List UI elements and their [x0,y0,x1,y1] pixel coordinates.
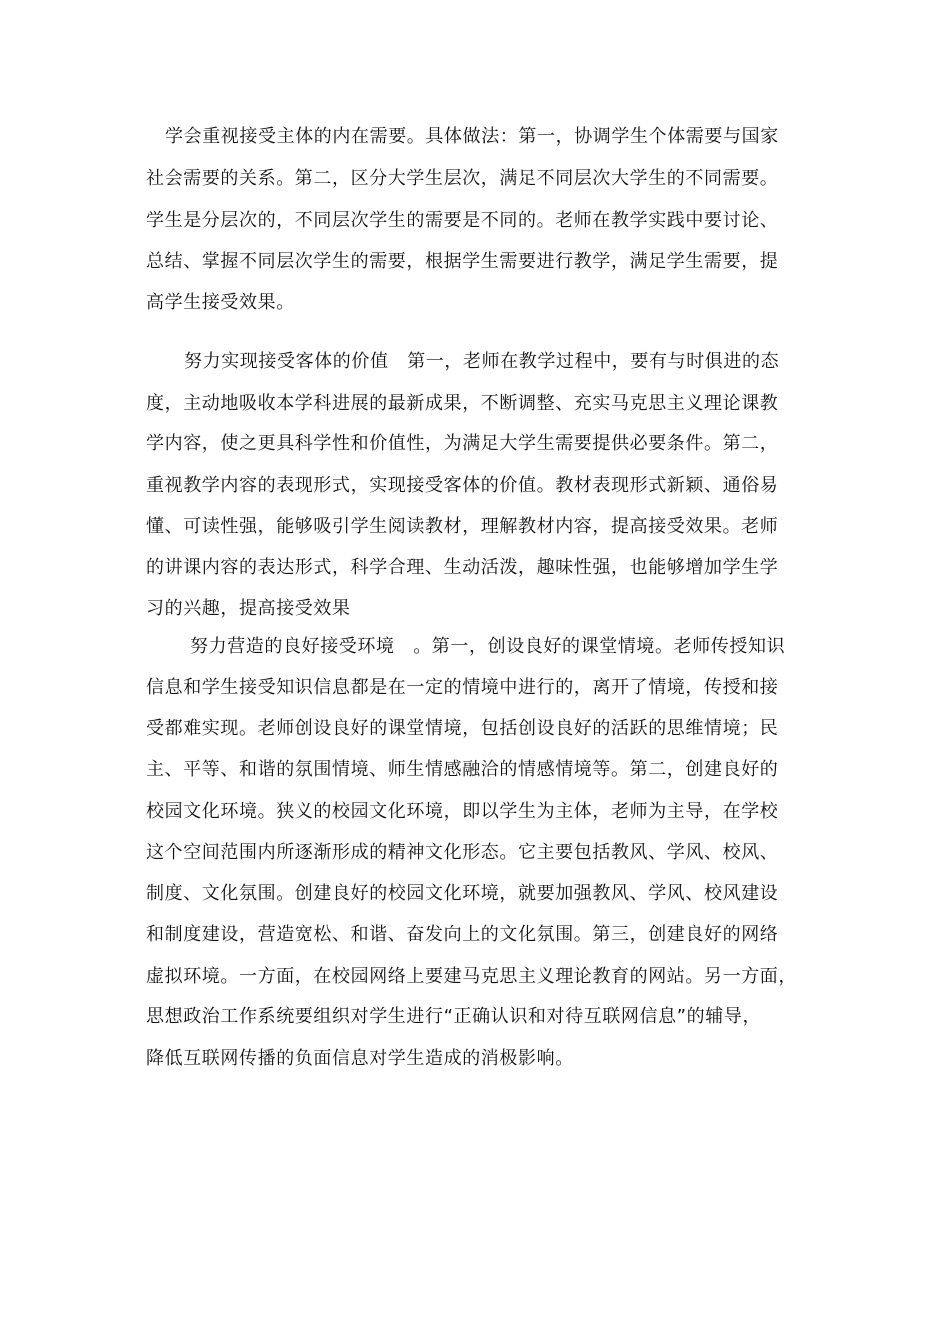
paragraph-line: 社会需要的关系。第二，区分大学生层次，满足不同层次大学生的不同需要。 [146,168,779,189]
paragraph-line: 懂、可读性强，能够吸引学生阅读教材，理解教材内容，提高接受效果。老师 [146,516,779,537]
paragraph-line: 信息和学生接受知识信息都是在一定的情境中进行的，离开了情境，传授和接 [146,677,779,698]
paragraph-line: 高学生接受效果。 [146,292,295,313]
paragraph-line: 主、平等、和谐的氛围情境、师生情感融洽的情感情境等。第二，创建良好的 [146,759,779,780]
paragraph-line: 习的兴趣，提高接受效果 [146,598,351,619]
paragraph-line: 的讲课内容的表达形式，科学合理、生动活泼，趣味性强，也能够增加学生学 [146,557,779,578]
paragraph-line: 校园文化环境。狭义的校园文化环境，即以学生为主体，老师为主导，在学校 [146,801,779,822]
paragraph-line: 学生是分层次的，不同层次学生的需要是不同的。老师在教学实践中要讨论、 [146,210,779,231]
paragraph-line: 和制度建设，营造宽松、和谐、奋发向上的文化氛围。第三，创建良好的网络 [146,924,779,945]
paragraph-line: 总结、掌握不同层次学生的需要，根据学生需要进行教学，满足学生需要，提 [146,251,779,272]
paragraph-line: 降低互联网传播的负面信息对学生造成的消极影响。 [146,1048,574,1069]
paragraph-line: 思想政治工作系统要组织对学生进行“正确认识和对待互联网信息”的辅导， [146,1006,762,1027]
paragraph-line: 努力实现接受客体的价值 第一，老师在教学过程中，要有与时俱进的态 [184,351,780,372]
paragraph-line: 受都难实现。老师创设良好的课堂情境，包括创设良好的活跃的思维情境；民 [146,718,779,739]
paragraph-line: 虚拟环境。一方面，在校园网络上要建马克思主义理论教育的网站。另一方面， [146,966,797,987]
paragraph-line: 努力营造的良好接受环境 。第一，创设良好的课堂情境。老师传授知识 [190,636,786,657]
paragraph-line: 学内容，使之更具科学性和价值性，为满足大学生需要提供必要条件。第二， [146,433,779,454]
paragraph-line: 度，主动地吸收本学科进展的最新成果，不断调整、充实马克思主义理论课教 [146,393,779,414]
paragraph-line: 制度、文化氛围。创建良好的校园文化环境，就要加强教风、学风、校风建设 [146,883,779,904]
paragraph-line: 学会重视接受主体的内在需要。具体做法：第一，协调学生个体需要与国家 [165,126,779,147]
paragraph-line: 这个空间范围内所逐渐形成的精神文化形态。它主要包括教风、学风、校风、 [146,842,779,863]
paragraph-line: 重视教学内容的表现形式，实现接受客体的价值。教材表现形式新颖、通俗易 [146,475,779,496]
